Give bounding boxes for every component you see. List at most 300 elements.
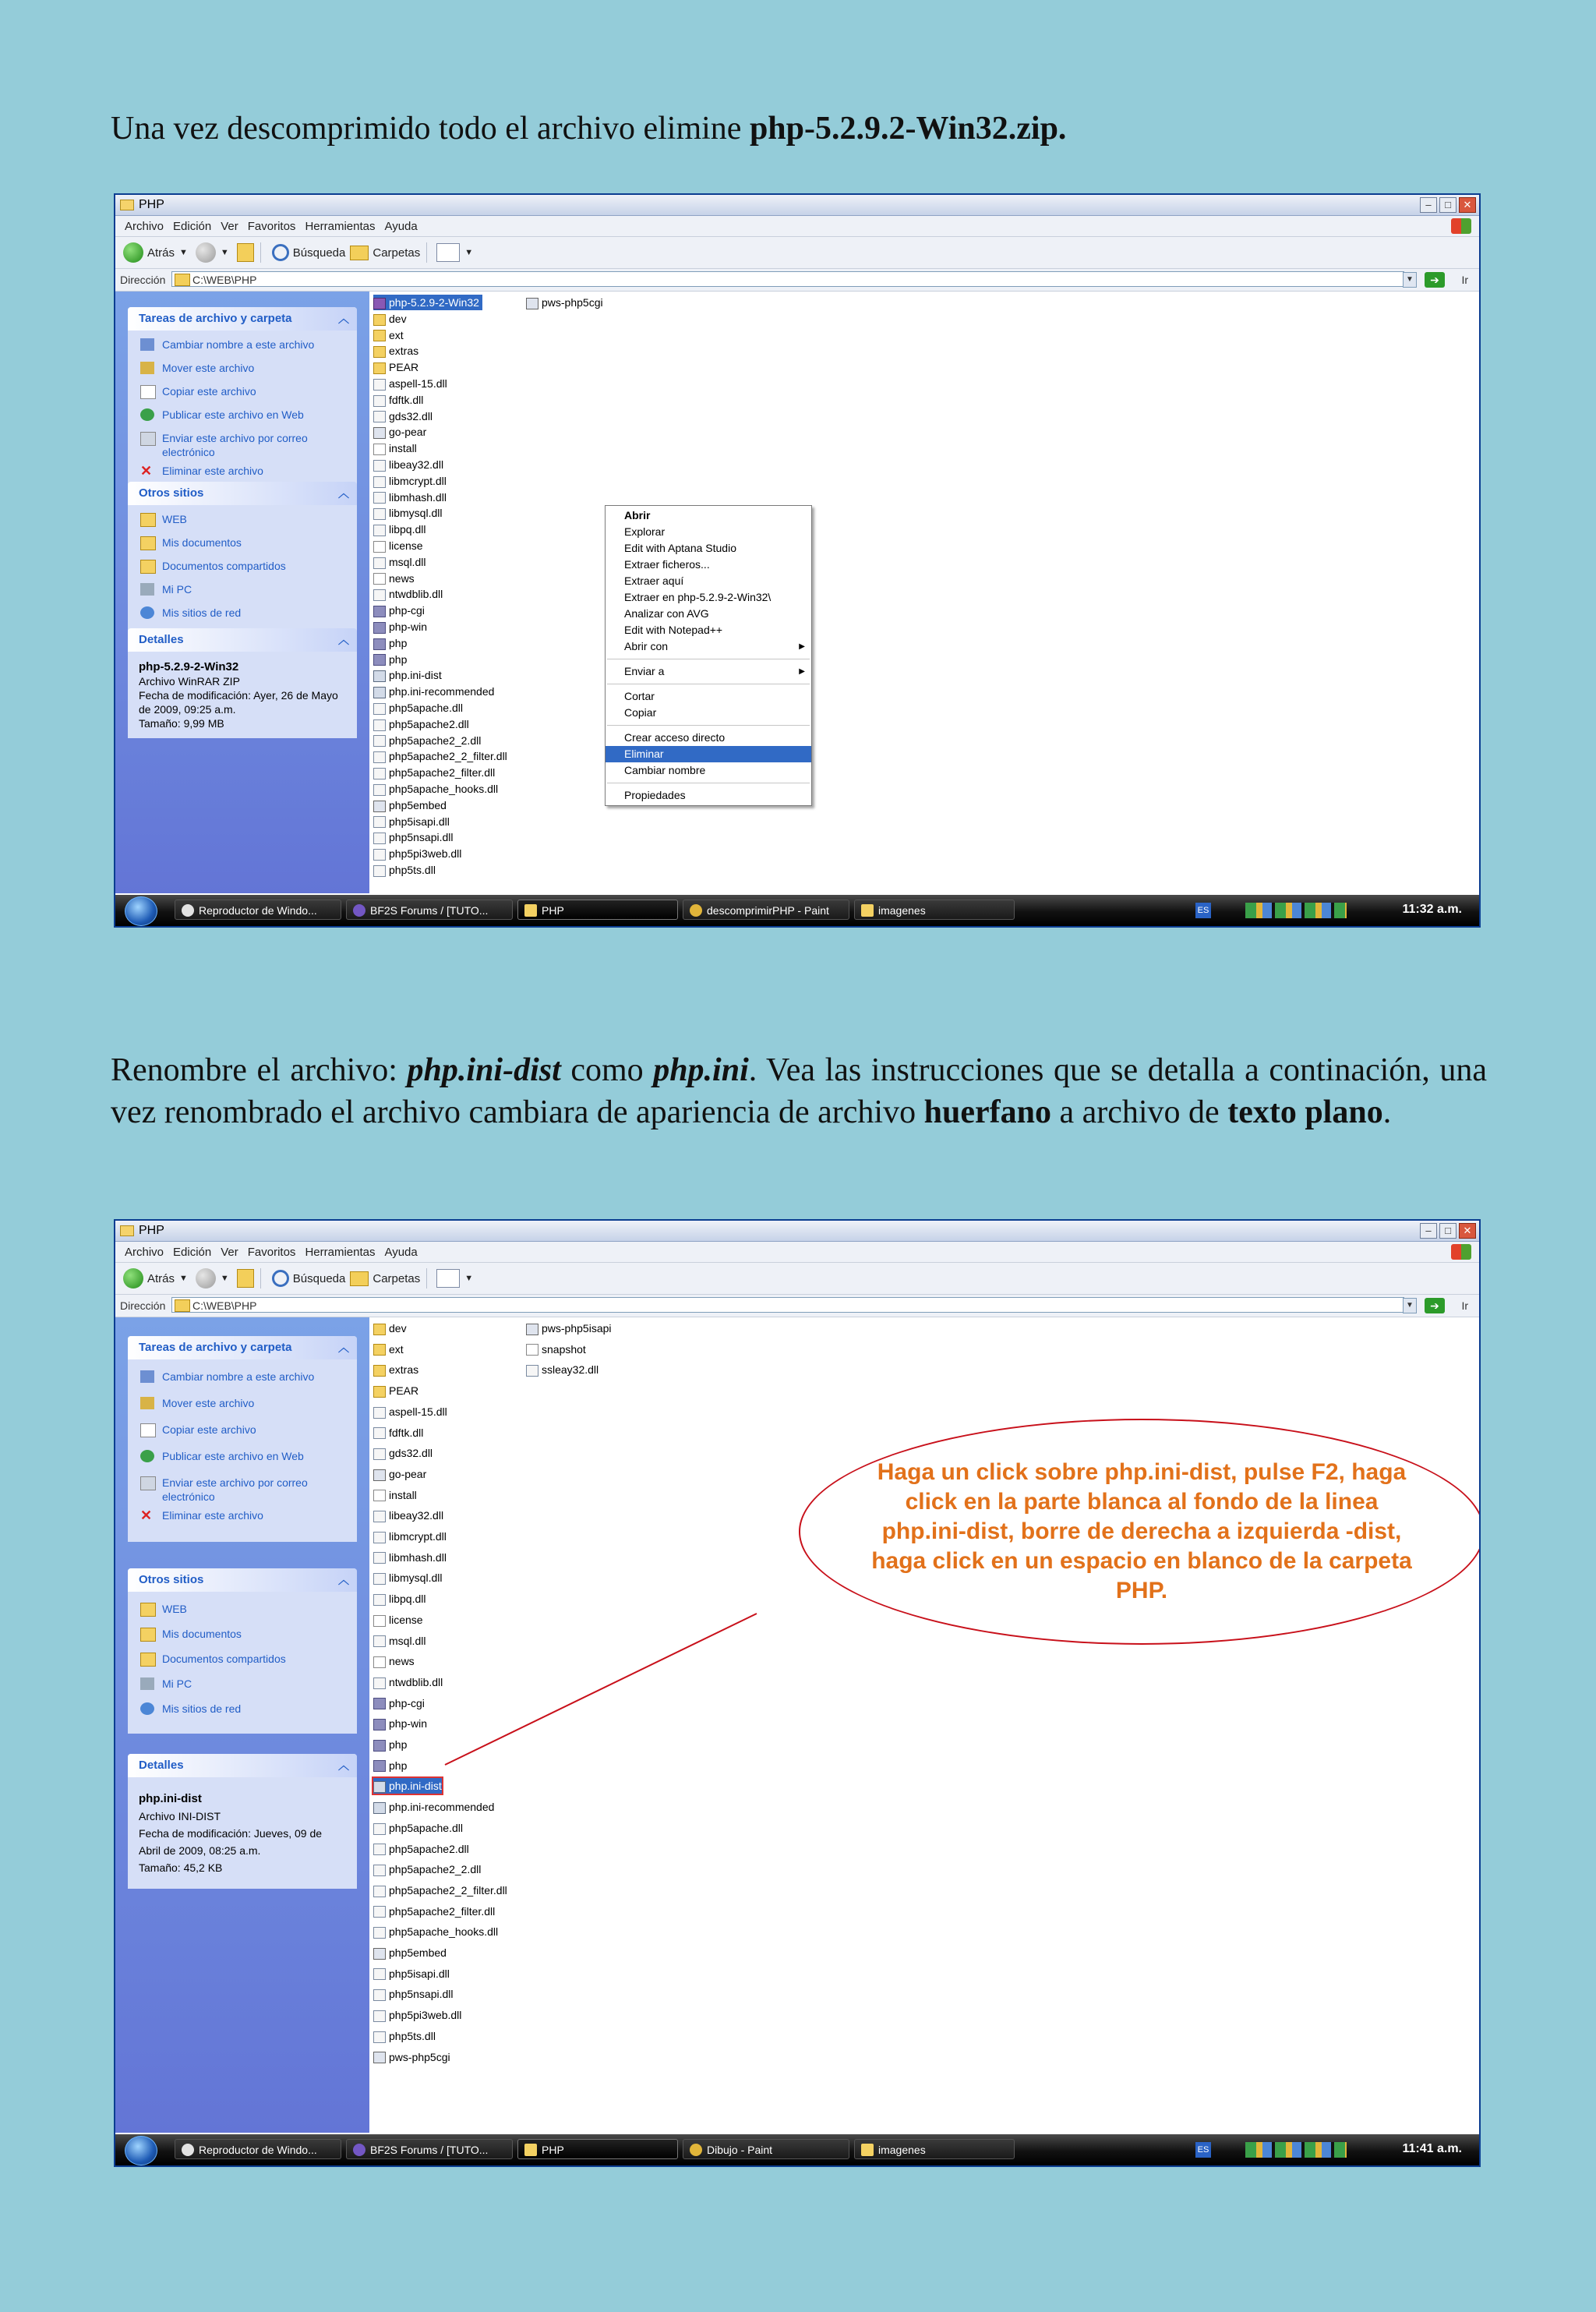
delete-x-icon: ✕ bbox=[140, 1508, 153, 1523]
file-name: php5pi3web.dll bbox=[389, 2009, 462, 2022]
place-label: Mis sitios de red bbox=[162, 606, 242, 619]
file-name: php5pi3web.dll bbox=[389, 847, 462, 861]
panel-header[interactable] bbox=[128, 1754, 357, 1777]
file-item[interactable] bbox=[373, 521, 425, 537]
file-item[interactable] bbox=[373, 1633, 425, 1649]
chevron-up-icon[interactable]: ︿ bbox=[338, 1574, 349, 1586]
file-item[interactable] bbox=[373, 1861, 481, 1877]
menu-ver[interactable]: Ver bbox=[221, 219, 238, 233]
task-email[interactable] bbox=[128, 1473, 357, 1506]
address-dropdown-button[interactable]: ▼ bbox=[1403, 272, 1417, 288]
menu-item-cut[interactable]: Cortar bbox=[624, 690, 655, 702]
file-name: php bbox=[389, 652, 408, 666]
place-label: Mis sitios de red bbox=[162, 1702, 242, 1715]
file-item[interactable] bbox=[526, 1362, 598, 1377]
file-item[interactable] bbox=[373, 1653, 415, 1669]
file-item[interactable] bbox=[373, 1342, 404, 1357]
place-label: Mis documentos bbox=[162, 536, 242, 549]
file-item[interactable] bbox=[373, 781, 498, 797]
views-icon[interactable] bbox=[436, 243, 460, 262]
start-button[interactable] bbox=[125, 896, 157, 926]
separator bbox=[607, 725, 810, 726]
task-publish[interactable] bbox=[128, 405, 357, 429]
taskbar-media-player[interactable] bbox=[175, 2139, 341, 2159]
start-button[interactable] bbox=[125, 2136, 157, 2165]
folder-icon bbox=[373, 1324, 386, 1335]
other-places-panel bbox=[128, 482, 357, 633]
paint-icon bbox=[690, 904, 702, 917]
file-exe-icon bbox=[373, 427, 386, 439]
file-exe-icon bbox=[373, 1469, 386, 1481]
file-item[interactable] bbox=[373, 1966, 450, 1981]
task-email[interactable] bbox=[128, 429, 357, 461]
task-pane bbox=[115, 292, 369, 893]
views-icon[interactable] bbox=[436, 1269, 460, 1288]
taskbar-imagenes[interactable] bbox=[854, 900, 1015, 920]
menu-item-properties[interactable]: Propiedades bbox=[624, 789, 686, 801]
task-copy[interactable] bbox=[128, 1420, 357, 1447]
file-text-icon bbox=[526, 1344, 538, 1356]
file-name: aspell-15.dll bbox=[389, 1405, 447, 1418]
panel-header[interactable] bbox=[128, 628, 357, 652]
panel-header[interactable] bbox=[128, 482, 357, 505]
file-item[interactable] bbox=[373, 1383, 418, 1398]
file-item[interactable] bbox=[373, 667, 442, 683]
menu-item-delete[interactable]: Eliminar bbox=[606, 746, 811, 762]
file-cfg-icon bbox=[373, 687, 386, 698]
address-dropdown-button[interactable]: ▼ bbox=[1403, 1298, 1417, 1313]
folders-icon[interactable] bbox=[350, 246, 369, 260]
system-tray-icons[interactable] bbox=[1245, 903, 1347, 918]
file-item[interactable] bbox=[373, 408, 433, 424]
file-item[interactable] bbox=[373, 490, 447, 505]
file-item[interactable] bbox=[373, 424, 426, 440]
panel-header[interactable] bbox=[128, 307, 357, 331]
task-copy[interactable] bbox=[128, 382, 357, 405]
file-dll-icon bbox=[373, 1968, 386, 1980]
file-item[interactable] bbox=[373, 295, 482, 310]
file-dll-icon bbox=[373, 2010, 386, 2022]
forward-arrow-icon[interactable] bbox=[196, 1268, 216, 1289]
file-item[interactable] bbox=[373, 2007, 461, 2023]
place-shared-documents[interactable] bbox=[128, 557, 357, 580]
place-web[interactable] bbox=[128, 1600, 357, 1624]
go-arrow-icon[interactable]: ➔ bbox=[1425, 272, 1445, 288]
file-name: license bbox=[389, 539, 423, 552]
file-item[interactable] bbox=[373, 359, 418, 375]
search-icon[interactable] bbox=[272, 1270, 289, 1287]
file-item[interactable] bbox=[373, 797, 447, 813]
file-item[interactable] bbox=[373, 1529, 447, 1544]
file-item[interactable] bbox=[373, 1695, 425, 1711]
go-button-label[interactable]: Ir bbox=[1461, 1299, 1468, 1312]
menu-item-notepadpp[interactable]: Edit with Notepad++ bbox=[624, 624, 723, 636]
file-item[interactable] bbox=[373, 1404, 447, 1419]
chevron-down-icon[interactable]: ▼ bbox=[464, 1274, 474, 1283]
file-name: php5embed bbox=[389, 1946, 447, 1959]
chevron-up-icon[interactable]: ︿ bbox=[338, 634, 349, 646]
file-name: libmhash.dll bbox=[389, 490, 447, 504]
move-icon bbox=[140, 362, 154, 374]
taskbar-label: Reproductor de Windo... bbox=[199, 904, 317, 917]
file-name: libpq.dll bbox=[389, 523, 426, 536]
file-item[interactable] bbox=[373, 571, 415, 586]
place-network[interactable] bbox=[128, 1699, 357, 1724]
folder-up-icon[interactable] bbox=[237, 243, 254, 262]
chevron-down-icon[interactable]: ▼ bbox=[179, 248, 188, 257]
media-player-icon bbox=[182, 2144, 194, 2156]
file-item[interactable] bbox=[373, 1591, 425, 1607]
file-item[interactable] bbox=[373, 505, 442, 521]
taskbar-php-folder[interactable] bbox=[517, 2139, 678, 2159]
globe-icon bbox=[140, 408, 154, 421]
file-name: PEAR bbox=[389, 1384, 419, 1398]
zip-filename: php-5.2.9.2-Win32.zip. bbox=[749, 111, 1067, 147]
file-item[interactable] bbox=[373, 1778, 442, 1794]
file-item[interactable] bbox=[373, 733, 481, 748]
file-php-icon bbox=[373, 654, 386, 666]
file-item[interactable] bbox=[373, 392, 423, 408]
chevron-up-icon[interactable]: ︿ bbox=[338, 487, 349, 500]
search-button-label[interactable]: Búsqueda bbox=[292, 1271, 346, 1285]
place-label: WEB bbox=[162, 1603, 187, 1615]
file-item[interactable] bbox=[373, 327, 404, 343]
file-item[interactable] bbox=[373, 343, 418, 359]
maximize-button[interactable]: □ bbox=[1439, 1223, 1457, 1239]
chevron-up-icon[interactable]: ︿ bbox=[338, 1342, 349, 1354]
window-title: PHP bbox=[139, 1224, 164, 1237]
search-icon[interactable] bbox=[272, 244, 289, 261]
place-my-documents[interactable] bbox=[128, 533, 357, 557]
task-rename[interactable] bbox=[128, 335, 357, 359]
address-value: C:\WEB\PHP bbox=[192, 274, 257, 286]
taskbar-label: imagenes bbox=[878, 2144, 926, 2156]
browser-icon bbox=[353, 904, 365, 917]
file-item[interactable] bbox=[373, 1799, 494, 1815]
panel-title: Otros sitios bbox=[139, 486, 204, 500]
file-dll-icon bbox=[373, 2031, 386, 2043]
file-item[interactable] bbox=[373, 1570, 442, 1586]
term-huerfano: huerfano bbox=[923, 1094, 1051, 1130]
back-button-label[interactable]: Atrás bbox=[147, 246, 175, 260]
menu-item-open[interactable]: Abrir bbox=[624, 509, 651, 521]
menu-favoritos[interactable]: Favoritos bbox=[247, 1245, 296, 1259]
menu-item-rename[interactable]: Cambiar nombre bbox=[624, 764, 706, 776]
title-bar[interactable] bbox=[115, 195, 1479, 216]
file-item[interactable] bbox=[373, 1924, 498, 1939]
text: . Vea las instrucciones que se detalla a continación, una vez renombrado el archivo cambiara de apariencia de archivo bbox=[111, 1052, 1487, 1130]
file-item[interactable] bbox=[373, 1508, 443, 1523]
detail-type: Archivo WinRAR ZIP bbox=[139, 675, 240, 688]
place-my-pc[interactable] bbox=[128, 580, 357, 603]
file-item[interactable] bbox=[373, 2028, 436, 2044]
menu-item-copy[interactable]: Copiar bbox=[624, 706, 657, 719]
menu-item-extract-here[interactable]: Extraer aquí bbox=[624, 574, 684, 587]
language-indicator-icon[interactable]: ES bbox=[1195, 903, 1211, 918]
task-move[interactable] bbox=[128, 1394, 357, 1420]
file-item[interactable] bbox=[373, 862, 436, 878]
file-dll-icon bbox=[373, 1989, 386, 2001]
file-item[interactable] bbox=[526, 295, 603, 310]
task-publish[interactable] bbox=[128, 1447, 357, 1473]
system-tray-icons[interactable] bbox=[1245, 2142, 1347, 2158]
menu-item-send-to[interactable] bbox=[606, 663, 811, 680]
file-item[interactable] bbox=[373, 1758, 407, 1773]
menu-archivo[interactable]: Archivo bbox=[125, 219, 164, 233]
menu-bar bbox=[115, 1242, 1479, 1263]
text: Una vez descomprimido todo el archivo elimine bbox=[111, 111, 750, 147]
folder-icon bbox=[175, 1299, 190, 1312]
file-dll-icon bbox=[373, 816, 386, 828]
computer-icon bbox=[140, 1677, 154, 1690]
chevron-down-icon[interactable]: ▼ bbox=[220, 248, 229, 257]
back-arrow-icon[interactable] bbox=[123, 1268, 143, 1289]
folder-icon bbox=[140, 560, 156, 574]
menu-item-extract-files[interactable]: Extraer ficheros... bbox=[624, 558, 710, 571]
search-button-label[interactable]: Búsqueda bbox=[292, 246, 346, 260]
chevron-up-icon[interactable]: ︿ bbox=[338, 1759, 349, 1772]
folder-icon bbox=[175, 274, 190, 286]
file-name: dev bbox=[389, 312, 407, 325]
folder-icon bbox=[373, 362, 386, 374]
file-item[interactable] bbox=[373, 1945, 447, 1960]
file-item[interactable] bbox=[373, 440, 417, 456]
menu-item-avg-scan[interactable]: Analizar con AVG bbox=[624, 607, 709, 620]
taskbar-browser[interactable] bbox=[346, 900, 513, 920]
chevron-right-icon: ▶ bbox=[799, 642, 805, 651]
file-name: php5nsapi.dll bbox=[389, 831, 454, 844]
task-move[interactable] bbox=[128, 359, 357, 382]
paint-icon bbox=[690, 2144, 702, 2156]
file-item[interactable] bbox=[373, 1320, 407, 1336]
file-item[interactable] bbox=[373, 538, 423, 553]
menu-item-aptana[interactable]: Edit with Aptana Studio bbox=[624, 542, 736, 554]
file-item[interactable] bbox=[526, 1320, 612, 1336]
file-text-icon bbox=[373, 573, 386, 585]
file-item[interactable] bbox=[373, 554, 425, 570]
file-exe-icon bbox=[526, 298, 538, 309]
file-item[interactable] bbox=[373, 1820, 463, 1836]
file-item[interactable] bbox=[373, 619, 427, 635]
menu-ayuda[interactable]: Ayuda bbox=[384, 1245, 418, 1259]
file-name: license bbox=[389, 1613, 423, 1626]
file-item[interactable] bbox=[373, 716, 469, 732]
file-item[interactable] bbox=[373, 586, 443, 602]
address-label: Dirección bbox=[120, 274, 166, 286]
folder-icon bbox=[120, 1225, 134, 1236]
file-name: php-win bbox=[389, 620, 428, 633]
menu-herramientas[interactable]: Herramientas bbox=[305, 219, 376, 233]
file-name: php5apache2_2_filter.dll bbox=[389, 1883, 507, 1897]
file-item[interactable] bbox=[373, 1841, 469, 1857]
file-item[interactable] bbox=[373, 652, 407, 667]
file-php-icon bbox=[373, 622, 386, 634]
task-rename[interactable] bbox=[128, 1367, 357, 1394]
file-item[interactable] bbox=[373, 1466, 426, 1482]
menu-archivo[interactable]: Archivo bbox=[125, 1245, 164, 1259]
place-label: WEB bbox=[162, 513, 187, 525]
file-name: php5isapi.dll bbox=[389, 815, 450, 828]
menu-item-open-with[interactable] bbox=[606, 638, 811, 655]
file-item[interactable] bbox=[373, 1674, 443, 1690]
file-name: gds32.dll bbox=[389, 1447, 433, 1460]
computer-icon bbox=[140, 583, 154, 596]
menu-ayuda[interactable]: Ayuda bbox=[384, 219, 418, 233]
menu-item-create-shortcut[interactable]: Crear acceso directo bbox=[624, 731, 726, 744]
instruction-paragraph-1 bbox=[111, 108, 1487, 150]
file-name: libpq.dll bbox=[389, 1593, 426, 1606]
file-item[interactable] bbox=[373, 1445, 433, 1461]
menu-herramientas[interactable]: Herramientas bbox=[305, 1245, 376, 1259]
file-item[interactable] bbox=[373, 814, 450, 829]
detail-name: php.ini-dist bbox=[139, 1792, 202, 1805]
task-label: Cambiar nombre a este archivo bbox=[162, 338, 315, 351]
close-button[interactable]: ✕ bbox=[1459, 197, 1476, 213]
file-name: php bbox=[389, 1759, 408, 1772]
label: Abrir con bbox=[624, 640, 669, 652]
file-item[interactable] bbox=[373, 700, 463, 716]
file-item[interactable] bbox=[373, 1882, 507, 1898]
taskbar-php-folder[interactable] bbox=[517, 900, 678, 920]
taskbar-imagenes[interactable] bbox=[854, 2139, 1015, 2159]
place-network[interactable] bbox=[128, 603, 357, 627]
place-shared-documents[interactable] bbox=[128, 1649, 357, 1674]
menu-edicion[interactable]: Edición bbox=[173, 219, 212, 233]
title-bar[interactable] bbox=[115, 1221, 1479, 1242]
file-name: php5embed bbox=[389, 798, 447, 811]
file-dll-icon bbox=[373, 379, 386, 391]
file-name: extras bbox=[389, 345, 419, 358]
language-indicator-icon[interactable]: ES bbox=[1195, 2142, 1211, 2158]
file-item[interactable] bbox=[373, 748, 507, 764]
task-delete[interactable] bbox=[128, 1506, 357, 1532]
maximize-button[interactable]: □ bbox=[1439, 197, 1457, 213]
taskbar-media-player[interactable] bbox=[175, 900, 341, 920]
file-name: php5nsapi.dll bbox=[389, 1988, 454, 2001]
file-item[interactable] bbox=[373, 635, 407, 651]
file-name: gds32.dll bbox=[389, 409, 433, 422]
file-dll-icon bbox=[373, 508, 386, 520]
file-name: php5apache2_2.dll bbox=[389, 1863, 482, 1876]
file-text-icon bbox=[373, 1615, 386, 1627]
windows-logo-icon bbox=[1451, 1244, 1471, 1260]
folder-icon bbox=[373, 1365, 386, 1377]
file-php-icon bbox=[373, 1698, 386, 1709]
file-text-icon bbox=[373, 444, 386, 455]
panel-title: Detalles bbox=[139, 633, 184, 646]
taskbar-label: imagenes bbox=[878, 904, 926, 917]
file-name: php5ts.dll bbox=[389, 864, 436, 876]
file-name: ntwdblib.dll bbox=[389, 1675, 443, 1688]
menu-item-explore[interactable]: Explorar bbox=[624, 525, 666, 538]
detail-type: Archivo INI-DIST bbox=[139, 1810, 221, 1822]
file-item[interactable] bbox=[373, 829, 454, 845]
address-input[interactable] bbox=[171, 271, 1404, 287]
file-item[interactable] bbox=[373, 1425, 423, 1441]
minimize-button[interactable]: – bbox=[1420, 1223, 1437, 1239]
folder-icon bbox=[861, 2144, 874, 2156]
chevron-down-icon[interactable]: ▼ bbox=[220, 1274, 229, 1283]
file-item[interactable] bbox=[373, 1612, 423, 1628]
file-zip-icon bbox=[373, 298, 386, 309]
file-dll-icon bbox=[373, 1573, 386, 1585]
file-item[interactable] bbox=[373, 1904, 495, 1919]
file-item[interactable] bbox=[373, 1737, 407, 1752]
menu-favoritos[interactable]: Favoritos bbox=[247, 219, 296, 233]
folder-icon bbox=[524, 2144, 537, 2156]
go-arrow-icon[interactable]: ➔ bbox=[1425, 1298, 1445, 1313]
task-label: Eliminar este archivo bbox=[162, 1509, 263, 1522]
file-name: snapshot bbox=[542, 1342, 586, 1356]
panel-header[interactable] bbox=[128, 1336, 357, 1359]
chevron-down-icon[interactable]: ▼ bbox=[464, 248, 474, 257]
address-input[interactable] bbox=[171, 1297, 1404, 1313]
back-arrow-icon[interactable] bbox=[123, 242, 143, 263]
file-item[interactable] bbox=[373, 473, 447, 489]
folders-button-label[interactable]: Carpetas bbox=[373, 1271, 421, 1285]
panel-header[interactable] bbox=[128, 1568, 357, 1592]
forward-arrow-icon[interactable] bbox=[196, 242, 216, 263]
folder-icon bbox=[140, 536, 156, 550]
menu-item-extract-to[interactable]: Extraer en php-5.2.9-2-Win32\ bbox=[624, 591, 772, 603]
minimize-button[interactable]: – bbox=[1420, 197, 1437, 213]
file-item[interactable] bbox=[373, 1550, 447, 1565]
file-item[interactable] bbox=[373, 457, 443, 472]
file-dll-icon bbox=[373, 492, 386, 504]
file-name: php5apache2.dll bbox=[389, 717, 469, 730]
folder-icon bbox=[140, 513, 156, 527]
chevron-down-icon[interactable]: ▼ bbox=[179, 1274, 188, 1283]
file-item[interactable] bbox=[373, 1487, 417, 1503]
toolbar bbox=[115, 237, 1479, 269]
email-icon bbox=[140, 432, 156, 446]
taskbar-paint[interactable] bbox=[683, 2139, 849, 2159]
file-item[interactable] bbox=[373, 765, 495, 780]
file-name: php-cgi bbox=[389, 1696, 425, 1709]
task-label: Eliminar este archivo bbox=[162, 465, 263, 477]
file-item[interactable] bbox=[373, 2049, 450, 2065]
file-item[interactable] bbox=[526, 1342, 586, 1357]
folders-icon[interactable] bbox=[350, 1271, 369, 1286]
file-item[interactable] bbox=[373, 1362, 418, 1377]
place-my-documents[interactable] bbox=[128, 1624, 357, 1649]
file-item[interactable] bbox=[373, 846, 461, 861]
taskbar-paint[interactable] bbox=[683, 900, 849, 920]
file-dll-icon bbox=[373, 865, 386, 877]
file-item[interactable] bbox=[373, 1716, 427, 1731]
file-item[interactable] bbox=[373, 311, 407, 327]
folder-up-icon[interactable] bbox=[237, 1269, 254, 1288]
address-value: C:\WEB\PHP bbox=[192, 1299, 257, 1312]
menu-ver[interactable]: Ver bbox=[221, 1245, 238, 1259]
file-item[interactable] bbox=[373, 376, 447, 391]
go-button-label[interactable]: Ir bbox=[1461, 274, 1468, 286]
folders-button-label[interactable]: Carpetas bbox=[373, 246, 421, 260]
file-item[interactable] bbox=[373, 1986, 454, 2002]
file-text-icon bbox=[373, 1490, 386, 1501]
file-name: news bbox=[389, 1655, 415, 1668]
menu-edicion[interactable]: Edición bbox=[173, 1245, 212, 1259]
place-web[interactable] bbox=[128, 510, 357, 533]
back-button-label[interactable]: Atrás bbox=[147, 1271, 175, 1285]
file-item[interactable] bbox=[373, 684, 494, 699]
file-item[interactable] bbox=[373, 603, 425, 618]
place-my-pc[interactable] bbox=[128, 1674, 357, 1699]
chevron-up-icon[interactable]: ︿ bbox=[338, 313, 349, 325]
file-name: libmysql.dll bbox=[389, 507, 443, 520]
close-button[interactable]: ✕ bbox=[1459, 1223, 1476, 1239]
taskbar-browser[interactable] bbox=[346, 2139, 513, 2159]
